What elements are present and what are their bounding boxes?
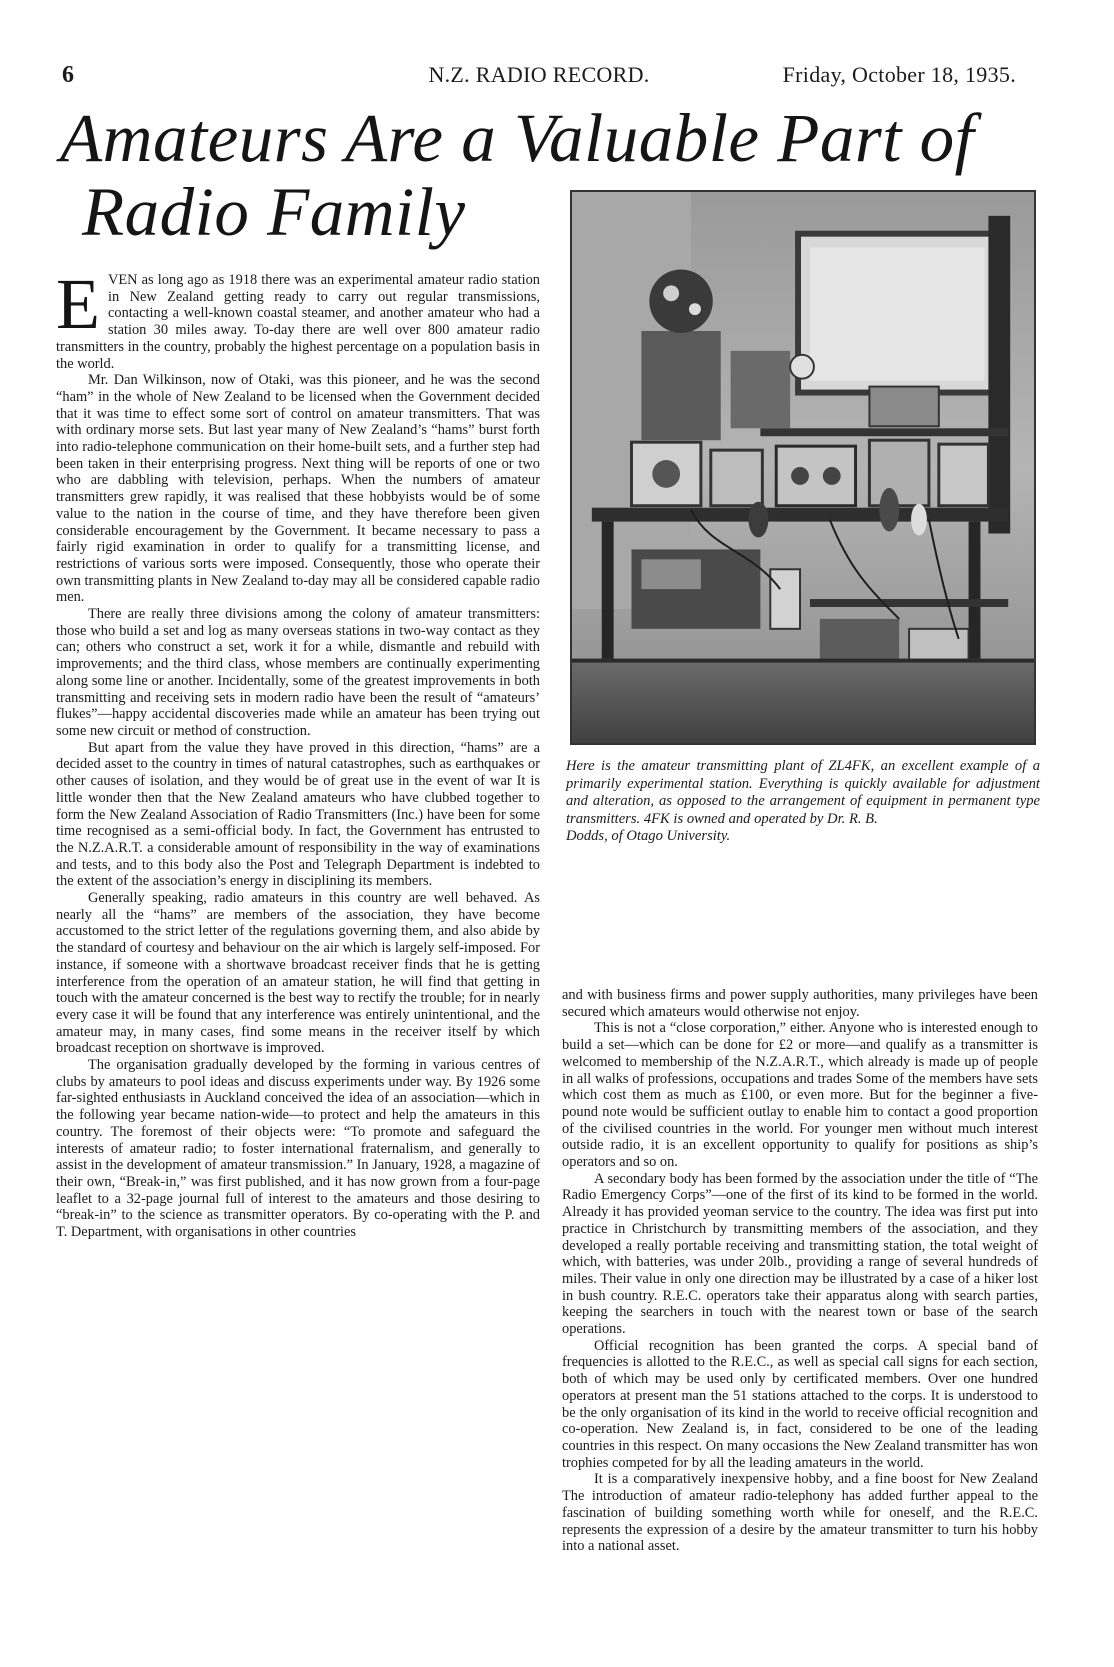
continued-paragraph: and with business firms and power supply authorities, many privileges have been secured which amateurs would otherwise not enjoy. <box>562 987 1038 1020</box>
paragraph: The organisation gradually developed by the forming in various centres of clubs by amateurs to pool ideas and discuss experiments under way. By 1926 some far-sighted enthusiasts in Auckland conceived the idea of an association—which in the following year became nation-wide—to protect and help the amateurs in this country. The foremost of their objects were: “To promote and safeguard the interests of amateur radio; to foster international fraternalism, and generally to assist in the development of amateur transmission.” In January, 1928, a magazine of their own, “Break-in,” was first published, and it has now grown from a four-page leaflet to a 32-page journal full of interest to the amateurs and those desiring to “break-in” to the science as transmitter operators. By co-operating with the P. and T. Department, with organisations in other countries <box>56 1057 540 1241</box>
page-number: 6 <box>62 62 75 88</box>
running-header <box>62 62 1016 92</box>
drop-cap: E <box>56 264 100 344</box>
caption-text: Here is the amateur transmitting plant of ZL4FK, an excellent example of a primarily experimental station. Everything is quickly available for adjustment and alteration, as opposed to the arrangement of equipment in permanent type transmitters. 4FK is owned and operated by Dr. R. B. <box>566 758 1040 827</box>
paragraph: This is not a “close corporation,” either. Anyone who is interested enough to build a set—which can be done for £2 or more—and qualify as a transmitter is welcomed to membership of the N.Z.A.R.T., which already is made up of people in all walks of professions, occupations and trades Some of the members have sets which cost them as much as £100, or even more. But for the beginner a five-pound note would be sufficient outlay to enable him to contact a good proportion of the civilised countries in the world. For younger men without much interest outside radio, it is an excellent opportunity to qualify for positions as ship’s operators and so on. <box>562 1020 1038 1171</box>
caption-end: Dodds, of Otago University. <box>566 828 731 845</box>
paragraph: Generally speaking, radio amateurs in this country are well behaved. As nearly all the “hams” are members of the association, they have become accustomed to the strict letter of the regulations governing them, and also abide by the standard of courtesy and behaviour on the air which is largely self-imposed. For instance, if someone with a shortwave broadcast receiver finds that he is getting interference from the operation of an amateur station, he will find that getting in touch with the amateur concerned is the best way to rectify the trouble; for in nearly every case it will be found that any interference was entirely unintentional, and the amateur may, in many cases, find some means in the receiver itself by which broadcast reception on shortwave is improved. <box>56 890 540 1057</box>
headline-line-2: Radio Family <box>82 174 466 250</box>
lead-paragraph <box>56 264 540 372</box>
paragraph: It is a comparatively inexpensive hobby, and a fine boost for New Zealand The introduction of amateur radio-telephony has added further appeal to the fascination of building something worth while for oneself, and the R.E.C. represents the expression of a desire by the amateur transmitter to turn his hobby into a national asset. <box>562 1471 1038 1555</box>
article-column-1 <box>56 264 540 1241</box>
issue-date: Friday, October 18, 1935. <box>782 62 1016 87</box>
paragraph: Mr. Dan Wilkinson, now of Otaki, was this pioneer, and he was the second “ham” in the whole of New Zealand to be licensed when the Government decided that it was time to effect some sort of control on amateur transmitters. That was with ordinary morse sets. But last year many of New Zealand’s “hams” burst forth into radio-telephone communication on their home-built sets, and a further step had been taken in their enterprising progress. Next thing will be reports of one or two who are dabbling with television, perhaps. When the numbers of amateur transmitters grew rapidly, it was realised that these hobbyists would be of some value to the nation in the course of time, and they have therefore been given considerable encouragement by the Government. It became necessary to pass a fairly rigid examination in order to qualify for a transmitting license, and restrictions of various sorts were imposed. Consequently, those who operate their own transmitting plants in New Zealand to-day may all be considered capable radio men. <box>56 372 540 606</box>
paragraph: A secondary body has been formed by the association under the title of “The Radio Emergency Corps”—one of the first of its kind to be formed in the world. Already it has provided yeoman service to the country. The idea was first put into practice in Christchurch by transmitting members of the association, and they developed a really portable receiving and transmitting station, the total weight of which, with batteries, was under 20lb., providing a range of several hundreds of miles. Their value in only one direction may be illustrated by a case of a hiker lost in bush country. R.E.C. operators take their apparatus along with search parties, keeping the searchers in touch with the nearest town or base of the search operations. <box>562 1170 1038 1338</box>
photo-caption <box>566 758 1040 846</box>
station-photograph <box>570 190 1036 745</box>
publication-name: N.Z. RADIO RECORD. <box>428 62 650 87</box>
radio-station-photo-illustration <box>572 192 1034 743</box>
lead-text: VEN as long ago as 1918 there was an experimental amateur radio station in New Zealand getting ready to carry out regular transmissions, contacting a well-known coastal steamer, and another amateur who had a station 30 miles away. To-day there are well over 800 amateur radio transmitters in the country, probably the highest percentage on a population basis in the world. <box>56 272 540 372</box>
paragraph: But apart from the value they have proved in this direction, “hams” are a decided asset to the country in times of natural catastrophes, such as earthquakes or other causes of isolation, and they would be of great use in the event of war It is little wonder then that the New Zealand amateurs who have clubbed together to form the New Zealand Association of Radio Transmitters (Inc.) have been for some time recognised as a semi-official body. In fact, the Government has entrusted to the N.Z.A.R.T. a considerable amount of responsibility in the way of examinations and tests, and to this body also the Post and Telegraph Department is indebted to the extent of the association’s energy in disciplining its members. <box>56 739 540 890</box>
paragraph: Official recognition has been granted the corps. A special band of frequencies is allotted to the R.E.C., as well as special call signs for each section, both of which may be used only by certificated members. Over one hundred operators at present man the 51 stations attached to the corps. It is understood to be the only organisation of its kind in the world to receive official recognition and co-operation. New Zealand is, in fact, considered to be one of the leading countries in this respect. On many occasions the New Zealand transmitter has won trophies competed for by all the leading amateurs in the world. <box>562 1337 1038 1471</box>
article-column-2 <box>562 987 1038 1555</box>
paragraph: There are really three divisions among the colony of amateur transmitters: those who build a set and log as many overseas stations in two-way contact as they can; others who construct a set, work it for a while, dismantle and rebuild with improvements; and the third class, whose members are continually experimenting along some line or another. Incidentally, some of the greatest improvements in both transmitting and receiving sets in modern radio have been the result of “amateurs’ flukes”—happy accidental discoveries made while an amateur has been trying out some new circuit or method of construction. <box>56 606 540 739</box>
headline-line-1: Amateurs Are a Valuable Part of <box>60 100 975 176</box>
